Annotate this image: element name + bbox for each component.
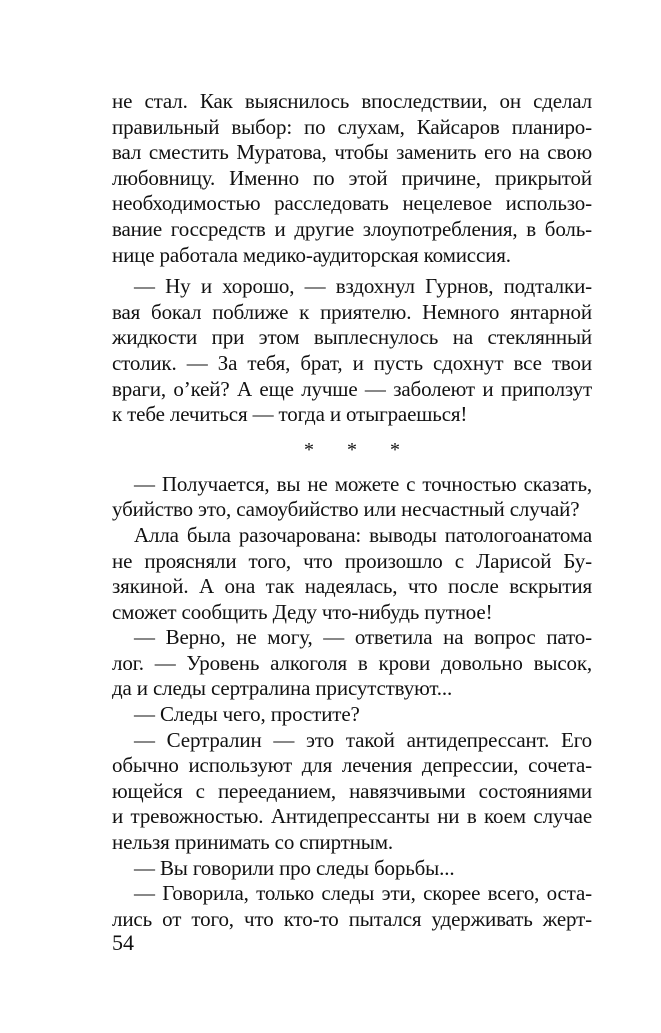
text-line: убийство это, самоубийство или несчастный случай? bbox=[112, 497, 580, 522]
paragraph bbox=[112, 472, 592, 523]
text-line: — Ну и хорошо, — вздохнул Гурнов, подталки- bbox=[134, 274, 592, 299]
text-line: — Следы чего, простите? bbox=[134, 702, 360, 727]
paragraph bbox=[112, 702, 592, 728]
section-after-break bbox=[112, 472, 592, 933]
text-line: вая бокал поближе к приятелю. Немного янтарной bbox=[112, 299, 592, 324]
scene-break: * * * bbox=[304, 438, 414, 461]
text-line: любовницу. Именно по этой причине, прикрытой bbox=[112, 165, 592, 190]
text-line: — Говорила, только следы эти, скорее всего, оста- bbox=[134, 881, 592, 906]
text-line: сможет сообщить Деду что-нибудь путное! bbox=[112, 599, 493, 624]
text-line: жидкости при этом выплеснулось на стеклянный bbox=[112, 325, 592, 350]
paragraph bbox=[112, 881, 592, 932]
text-line: зякиной. А она так надеялась, что после вскрытия bbox=[112, 574, 592, 599]
text-line: вание госсредств и другие злоупотребления, в боль- bbox=[112, 216, 592, 241]
page-number: 54 bbox=[112, 930, 134, 955]
paragraph bbox=[112, 523, 592, 625]
text-line: не стал. Как выяснилось впоследствии, он сделал bbox=[112, 89, 592, 113]
text-line: к тебе лечиться — тогда и отыграешься! bbox=[112, 402, 468, 427]
text-line: лог. — Уровень алкоголя в крови довольно высок, bbox=[112, 650, 592, 675]
text-line: необходимостью расследовать нецелевое использо- bbox=[112, 191, 592, 216]
text-line: лись от того, что кто-то пытался удерживать жерт- bbox=[112, 906, 592, 931]
text-line: не проясняли того, что произошло с Ларисой Бу- bbox=[112, 548, 592, 573]
paragraph bbox=[112, 89, 592, 268]
paragraph bbox=[112, 625, 592, 702]
section-before-break bbox=[112, 89, 592, 428]
paragraph bbox=[112, 274, 592, 428]
text-line: нице работала медико-аудиторская комиссия. bbox=[112, 242, 511, 267]
text-line: столик. — За тебя, брат, и пусть сдохнут все твои bbox=[112, 350, 592, 375]
text-line: Алла была разочарована: выводы патологоанатома bbox=[134, 522, 592, 547]
text-block bbox=[112, 89, 592, 932]
paragraph bbox=[112, 856, 592, 882]
text-line: ющейся с перееданием, навязчивыми состояниями bbox=[112, 778, 592, 803]
text-line: — Верно, не могу, — ответила на вопрос пато- bbox=[134, 625, 592, 650]
text-line: правильный выбор: по слухам, Кайсаров планиро- bbox=[112, 114, 592, 139]
text-line: — Вы говорили про следы борьбы... bbox=[134, 855, 455, 880]
text-line: и тревожностью. Антидепрессанты ни в коем случае bbox=[112, 804, 592, 829]
text-line: нельзя принимать со спиртным. bbox=[112, 830, 394, 855]
text-line: — Сертралин — это такой антидепрессант. Его bbox=[134, 727, 592, 752]
text-line: — Получается, вы не можете с точностью сказать, bbox=[134, 471, 592, 496]
text-line: да и следы сертралина присутствуют... bbox=[112, 676, 453, 701]
text-line: вал сместить Муратова, чтобы заменить его на свою bbox=[112, 140, 592, 165]
text-line: враги, о’кей? А еще лучше — заболеют и приползут bbox=[112, 376, 592, 401]
paragraph bbox=[112, 728, 592, 856]
text-line: обычно используют для лечения депрессии, сочета- bbox=[112, 753, 592, 778]
